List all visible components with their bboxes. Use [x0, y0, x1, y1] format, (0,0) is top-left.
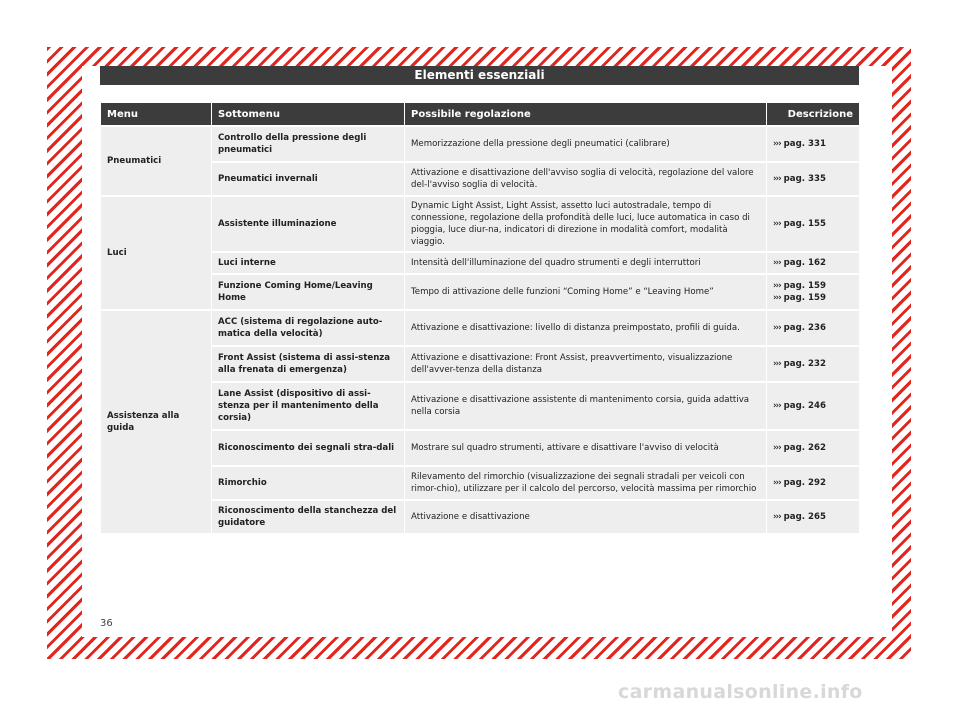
table-row: [101, 311, 859, 345]
reference-cell[interactable]: ››› pag. 155: [767, 197, 859, 251]
table-row: [101, 275, 859, 309]
header-menu: Menu: [101, 103, 211, 125]
watermark-text: carmanualsonline.info: [618, 681, 863, 703]
setting-cell: Tempo di attivazione delle funzioni “Coming Home” e “Leaving Home”: [405, 275, 766, 309]
section-title: Elementi essenziali: [100, 66, 859, 85]
submenu-cell: Front Assist (sistema di assi-stenza alla frenata di emergenza): [212, 347, 404, 381]
header-description: Descrizione: [767, 103, 859, 125]
reference-cell[interactable]: ››› pag. 262: [767, 431, 859, 465]
page-number: 36: [100, 618, 113, 629]
table-row: [101, 431, 859, 465]
submenu-cell: Lane Assist (dispositivo di assi-stenza per il mantenimento della corsia): [212, 383, 404, 429]
table-row: [101, 163, 859, 195]
table-row: [101, 501, 859, 533]
reference-cell[interactable]: ››› pag. 335: [767, 163, 859, 195]
submenu-cell: Assistente illuminazione: [212, 197, 404, 251]
setting-cell: Rilevamento del rimorchio (visualizzazione dei segnali stradali per veicoli con rimor-chio), utilizzare per il calcolo del percorso, velocità massima per rimorchio: [405, 467, 766, 499]
table-row: [101, 127, 859, 161]
menu-luci: Luci: [101, 197, 211, 309]
reference-cell[interactable]: ››› pag. 236: [767, 311, 859, 345]
reference-cell[interactable]: ››› pag. 331: [767, 127, 859, 161]
table-row: [101, 383, 859, 429]
submenu-cell: Funzione Coming Home/Leaving Home: [212, 275, 404, 309]
table-row: [101, 253, 859, 273]
setting-cell: Mostrare sul quadro strumenti, attivare e disattivare l'avviso di velocità: [405, 431, 766, 465]
submenu-cell: Riconoscimento della stanchezza del guidatore: [212, 501, 404, 533]
reference-cell[interactable]: ››› pag. 232: [767, 347, 859, 381]
table-row: [101, 467, 859, 499]
reference-cell[interactable]: ››› pag. 265: [767, 501, 859, 533]
submenu-cell: Riconoscimento dei segnali stra-dali: [212, 431, 404, 465]
header-setting: Possibile regolazione: [405, 103, 766, 125]
reference-cell[interactable]: ››› pag. 159 ››› pag. 159: [767, 275, 859, 309]
reference-cell[interactable]: ››› pag. 246: [767, 383, 859, 429]
setting-cell: Attivazione e disattivazione: [405, 501, 766, 533]
table-row: [101, 347, 859, 381]
table-header-row: [101, 103, 859, 125]
submenu-cell: Controllo della pressione degli pneumatici: [212, 127, 404, 161]
reference-cell[interactable]: ››› pag. 292: [767, 467, 859, 499]
submenu-cell: ACC (sistema di regolazione auto-matica della velocità): [212, 311, 404, 345]
table-row: [101, 197, 859, 251]
setting-cell: Dynamic Light Assist, Light Assist, assetto luci autostradale, tempo di connessione, regolazione della profondità delle luci, luce automatica in caso di pioggia, luce diur-na, indicatori di direzione in modalità comfort, modalità viaggio.: [405, 197, 766, 251]
submenu-cell: Rimorchio: [212, 467, 404, 499]
setting-cell: Memorizzazione della pressione degli pneumatici (calibrare): [405, 127, 766, 161]
setting-cell: Attivazione e disattivazione: Front Assist, preavvertimento, visualizzazione dell'avver-tenza della distanza: [405, 347, 766, 381]
setting-cell: Attivazione e disattivazione assistente di mantenimento corsia, guida adattiva nella corsia: [405, 383, 766, 429]
setting-cell: Intensità dell'illuminazione del quadro strumenti e degli interruttori: [405, 253, 766, 273]
submenu-cell: Pneumatici invernali: [212, 163, 404, 195]
reference-cell[interactable]: ››› pag. 162: [767, 253, 859, 273]
setting-cell: Attivazione e disattivazione: livello di distanza preimpostato, profili di guida.: [405, 311, 766, 345]
header-submenu: Sottomenu: [212, 103, 404, 125]
submenu-cell: Luci interne: [212, 253, 404, 273]
menu-pneumatici: Pneumatici: [101, 127, 211, 195]
setting-cell: Attivazione e disattivazione dell'avviso soglia di velocità, regolazione del valore del-l'avviso soglia di velocità.: [405, 163, 766, 195]
menu-assistenza: Assistenza alla guida: [101, 311, 211, 533]
settings-table: [100, 101, 860, 535]
